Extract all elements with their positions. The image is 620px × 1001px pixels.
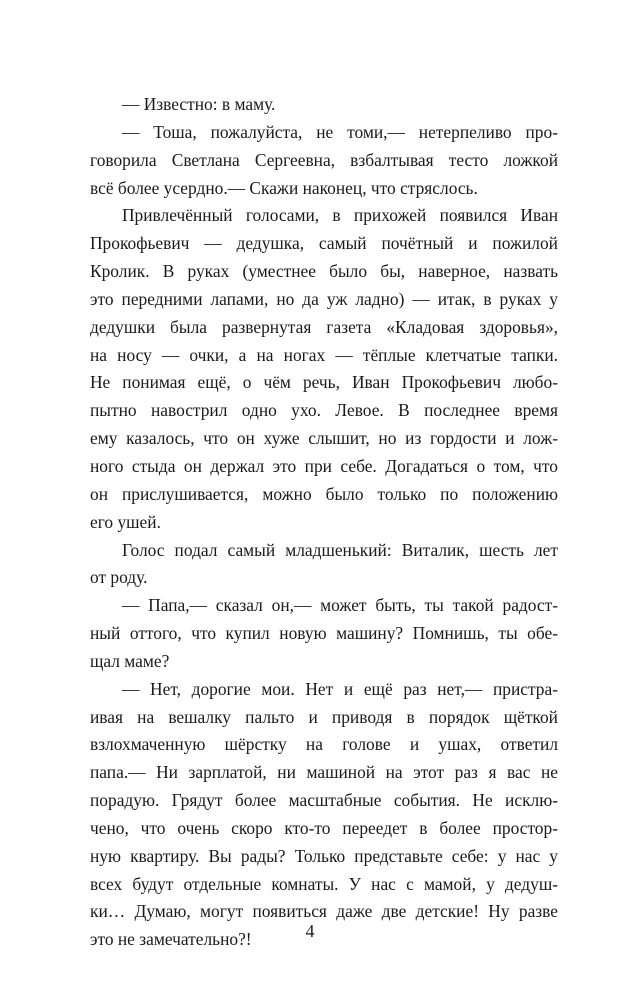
text-line: это не замечательно?!	[90, 929, 252, 950]
text-line: — Известно: в маму.	[122, 94, 276, 114]
text-line: его ушей.	[90, 511, 161, 532]
text-line: всех будут отдельные комнаты. У нас с мамой, у дедуш-	[90, 873, 558, 894]
text-line: — Нет, дорогие мои. Нет и ещё раз нет,— пристра-	[122, 678, 558, 699]
body-text	[90, 91, 558, 954]
text-line: на носу — очки, а на ногах — тёплые клетчатые тапки.	[90, 344, 558, 365]
text-line: Кролик. В руках (уместнее было бы, наверное, назвать	[90, 261, 558, 282]
text-line: ную квартиру. Вы рады? Только представьте себе: у нас у	[90, 845, 558, 866]
text-line: это передними лапами, но да уж ладно) — итак, в руках у	[90, 288, 558, 309]
text-line: всё более усердно.— Скажи наконец, что стряслось.	[90, 177, 478, 198]
text-line: папа.— Ни зарплатой, ни машиной на этот раз я вас не	[90, 762, 558, 783]
text-line: взлохмаченную шёрстку на голове и ушах, ответил	[90, 734, 558, 755]
text-line: ного стыда он держал это при себе. Догадаться о том, что	[90, 455, 558, 476]
text-line: дедушки была развернутая газета «Кладовая здоровья»,	[90, 316, 558, 337]
text-line: — Папа,— сказал он,— может быть, ты такой радост-	[122, 595, 558, 616]
text-line: от роду.	[90, 567, 148, 588]
text-line: Голос подал самый младшенький: Виталик, шесть лет	[122, 539, 558, 560]
text-line: порадую. Грядут более масштабные события. Не исклю-	[90, 790, 558, 811]
text-line: говорила Светлана Сергеевна, взбалтывая тесто ложкой	[90, 149, 558, 170]
text-line: ный оттого, что купил новую машину? Помнишь, ты обе-	[90, 623, 558, 644]
text-line: ки… Думаю, могут появиться даже две детские! Ну разве	[90, 901, 558, 922]
text-line: Привлечённый голосами, в прихожей появился Иван	[122, 205, 558, 226]
text-line: ивая на вешалку пальто и приводя в порядок щёткой	[90, 706, 558, 727]
text-line: Прокофьевич — дедушка, самый почётный и пожилой	[90, 233, 558, 254]
text-line: Не понимая ещё, о чём речь, Иван Прокофьевич любо-	[90, 372, 558, 393]
text-line: щал маме?	[90, 650, 170, 671]
text-line: чено, что очень скоро кто-то переедет в более простор-	[90, 817, 558, 838]
text-line: ему казалось, что он хуже слышит, но из гордости и лож-	[90, 428, 558, 449]
page-number: 4	[305, 921, 315, 941]
text-line: он прислушивается, можно было только по положению	[90, 483, 558, 504]
text-line: пытно навострил одно ухо. Левое. В последнее время	[90, 400, 558, 421]
text-line: — Тоша, пожалуйста, не томи,— нетерпеливо про-	[122, 121, 558, 142]
